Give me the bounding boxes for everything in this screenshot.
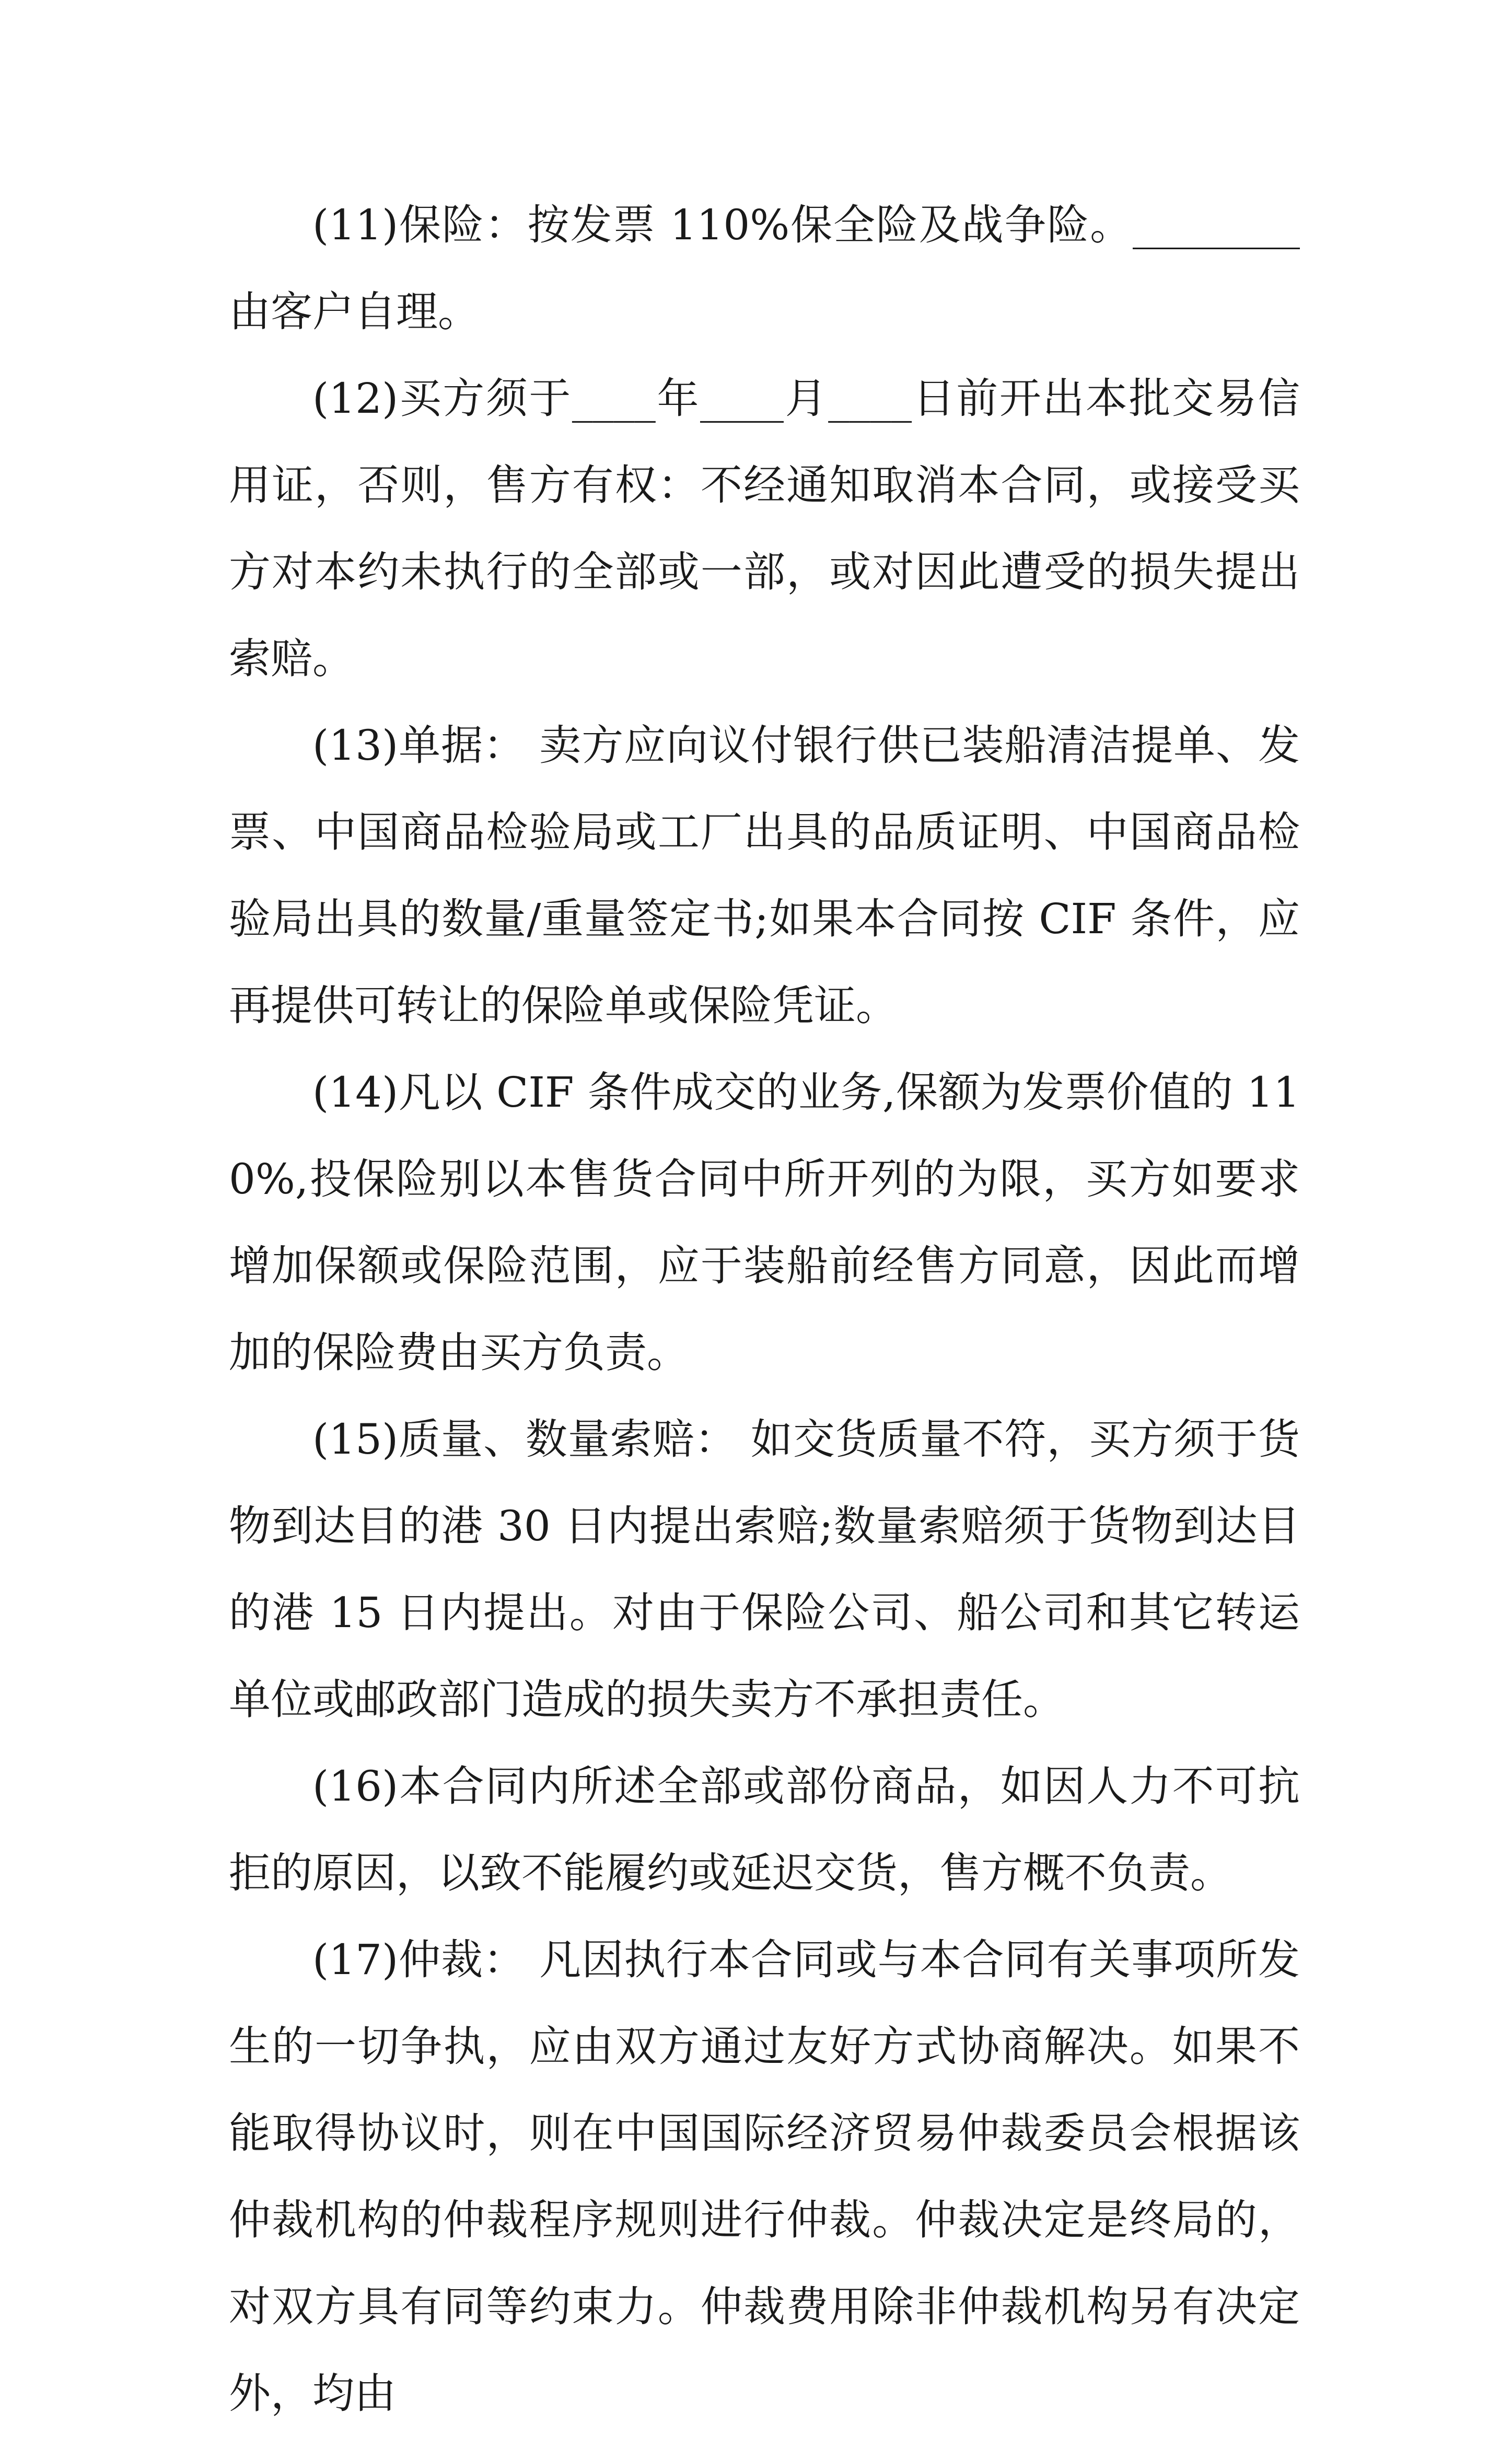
clause-15-claims: (15)质量、数量索赔： 如交货质量不符，买方须于货物到达目的港 30 日内提出索赔;数量索赔须于货物到达目的港 15 日内提出。对由于保险公司、船公司和其它转运单位或邮政部门造成的损失卖方不承担责任。 xyxy=(229,1415,1300,1724)
clause-13-documents: (13)单据： 卖方应向议付银行供已装船清洁提单、发票、中国商品检验局或工厂出具的品质证明、中国商品检验局出具的数量/重量签定书;如果本合同按 CIF 条件，应再提供可转让的保险单或保险凭证。 xyxy=(229,721,1300,1030)
clause-12-letter-of-credit: (12)买方须于____年____月____日前开出本批交易信用证，否则，售方有权：不经通知取消本合同，或接受买方对本约未执行的全部或一部，或对因此遭受的损失提出索赔。 xyxy=(229,374,1300,683)
clause-11-insurance: (11)保险：按发票 110%保全险及战争险。________由客户自理。 xyxy=(229,201,1300,336)
clause-17-arbitration: (17)仲裁： 凡因执行本合同或与本合同有关事项所发生的一切争执，应由双方通过友好方式协商解决。如果不能取得协议时，则在中国国际经济贸易仲裁委员会根据该仲裁机构的仲裁程序规则进行仲裁。仲裁决定是终局的，对双方具有同等约束力。仲裁费用除非仲裁机构另有决定外，均由 xyxy=(229,1935,1300,2418)
clause-16-force-majeure: (16)本合同内所述全部或部份商品，如因人力不可抗拒的原因，以致不能履约或延迟交货，售方概不负责。 xyxy=(229,1762,1300,1897)
clause-14-cif-insurance: (14)凡以 CIF 条件成交的业务,保额为发票价值的 110%,投保险别以本售货合同中所开列的为限，买方如要求增加保额或保险范围，应于装船前经售方同意，因此而增加的保险费由买方负责。 xyxy=(229,1068,1300,1377)
document-body xyxy=(229,182,1300,2437)
